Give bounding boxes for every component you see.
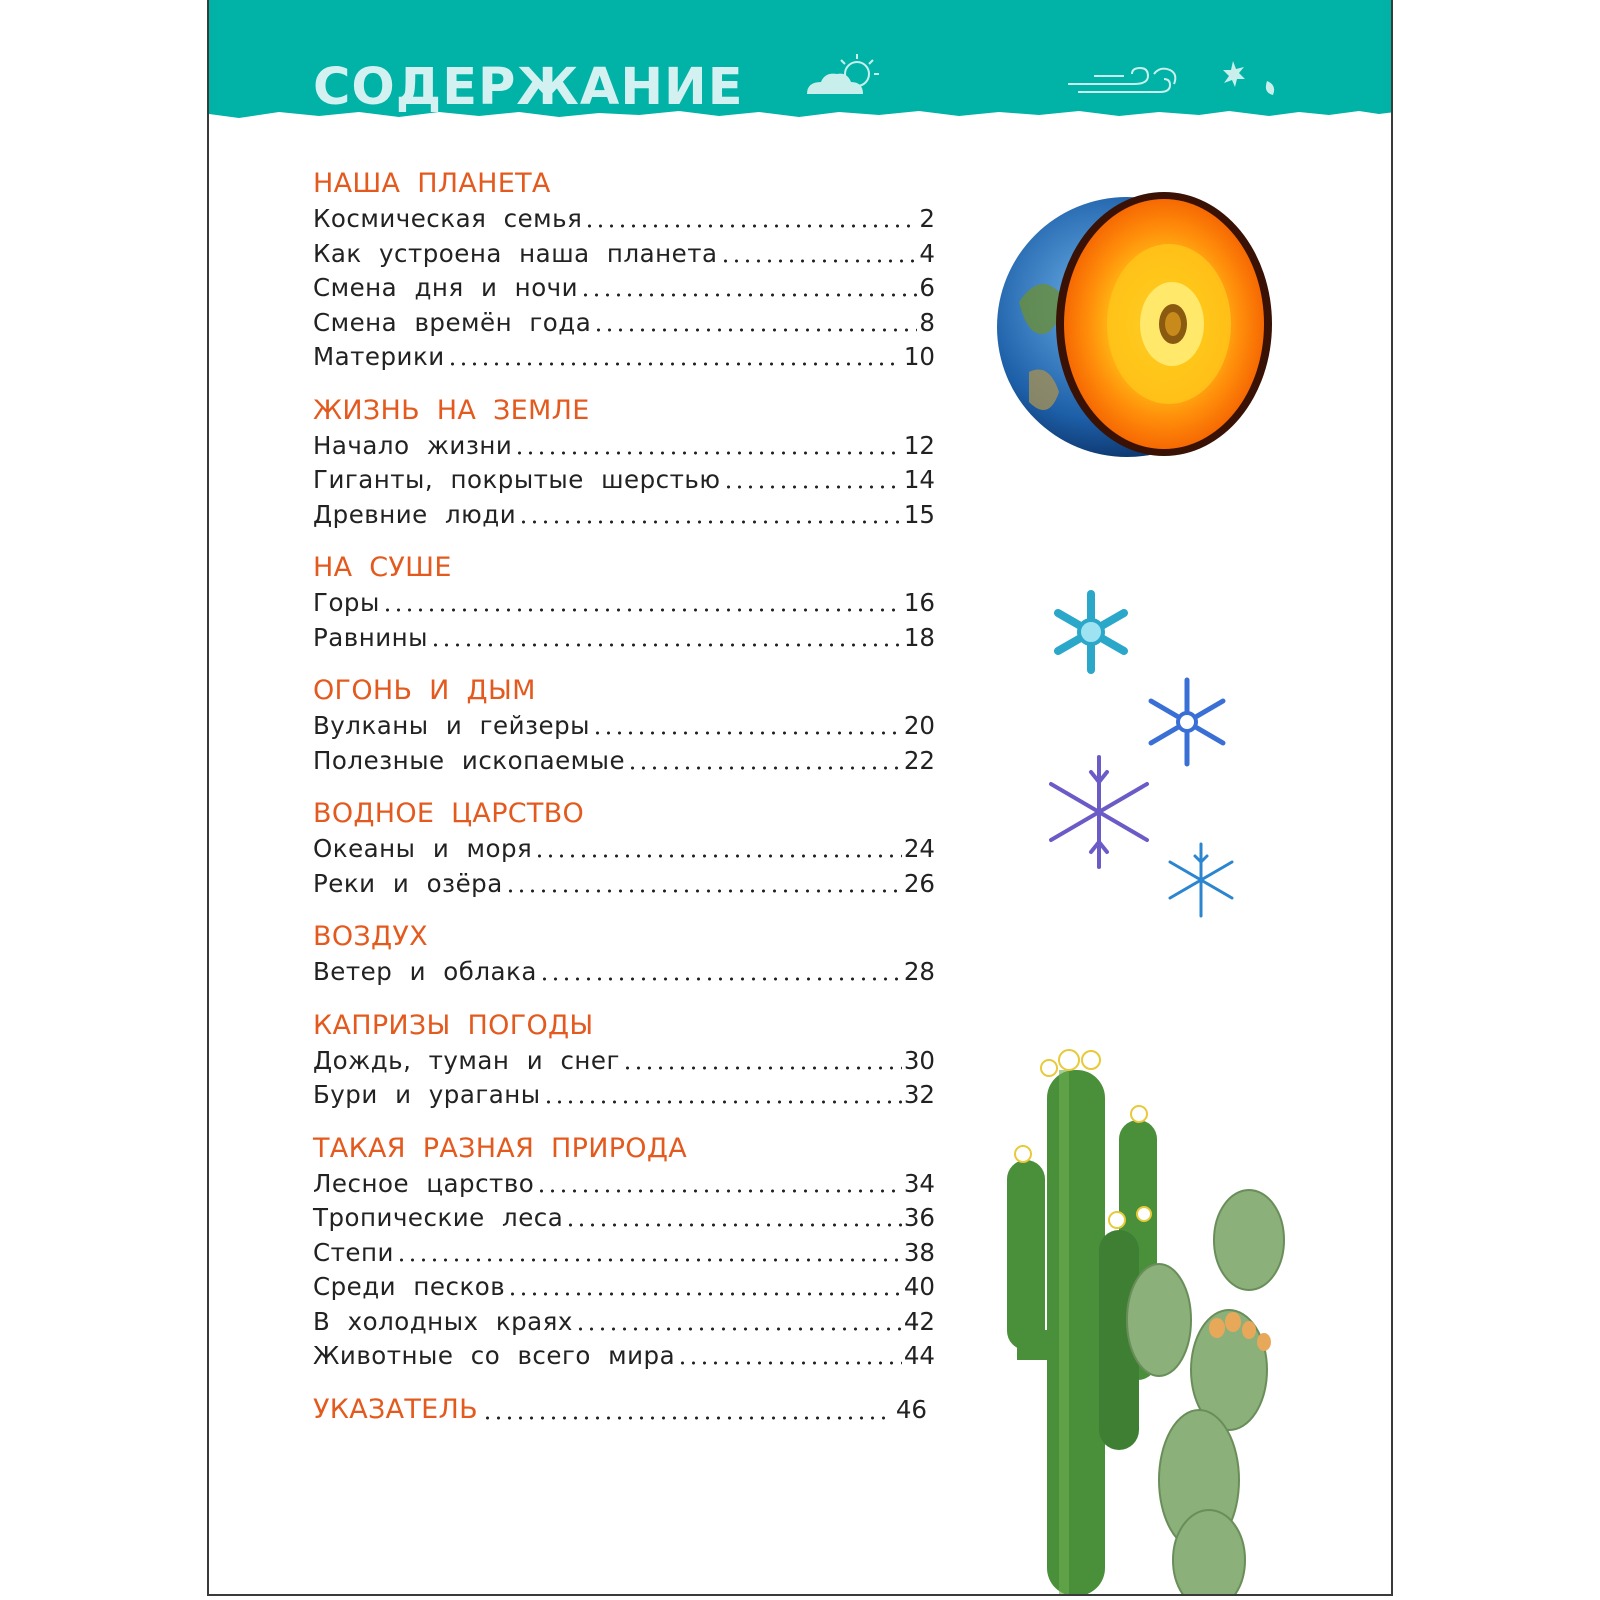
page-title: СОДЕРЖАНИЕ [313, 58, 744, 117]
toc-section [313, 1008, 935, 1113]
dot-leader [580, 293, 917, 297]
toc-entry[interactable] [313, 271, 935, 306]
toc-entry[interactable] [313, 621, 935, 656]
toc-section [313, 550, 935, 655]
toc-section [313, 166, 935, 375]
toc-entry-label: Океаны и моря [313, 834, 533, 863]
toc-entry-page: 18 [903, 622, 935, 652]
toc-section [313, 919, 935, 990]
toc-entry[interactable] [313, 586, 935, 621]
section-title: НАША ПЛАНЕТА [313, 168, 551, 199]
toc-entry-page: 2 [919, 204, 935, 233]
toc-entry[interactable] [313, 306, 935, 341]
toc-entry-page: 8 [919, 307, 935, 337]
book-page [207, 0, 1393, 1596]
toc-entry-page: 6 [919, 273, 935, 302]
toc-entry[interactable] [313, 832, 935, 867]
toc-section [313, 1131, 935, 1374]
toc-entry[interactable] [313, 429, 935, 464]
toc-entry-label: Животные со всего мира [313, 1341, 676, 1370]
toc-entry-page: 36 [903, 1203, 935, 1232]
dot-leader [565, 1223, 902, 1227]
toc-entry-page: 14 [903, 465, 935, 494]
toc-entry-label: Степи [313, 1237, 394, 1267]
dot-leader [396, 1258, 902, 1262]
toc-entry-label: Как устроена наша планета [313, 238, 718, 268]
toc-entry[interactable] [313, 1044, 935, 1079]
section-title: ВОЗДУХ [313, 921, 428, 952]
toc-entry[interactable] [313, 1236, 935, 1271]
dot-leader [534, 854, 902, 858]
toc-entry[interactable] [313, 1339, 935, 1374]
toc-entry-label: Бури и ураганы [313, 1080, 541, 1109]
toc-section [313, 393, 935, 533]
dot-leader [622, 1066, 902, 1070]
toc-entry-page: 44 [903, 1341, 935, 1370]
toc-entry-label: Ветер и облака [313, 957, 537, 986]
dot-leader [482, 1416, 892, 1420]
dot-leader [514, 451, 901, 455]
dot-leader [593, 328, 917, 332]
toc-entry[interactable] [313, 1167, 935, 1202]
toc-entry[interactable] [313, 1078, 935, 1113]
toc-entry-page: 26 [903, 868, 935, 898]
toc-entry-label: Полезные ископаемые [313, 745, 626, 775]
toc-entry-page: 24 [903, 834, 935, 863]
toc-entry-page: 16 [903, 588, 935, 617]
dot-leader [584, 224, 917, 228]
toc-entry-label: Реки и озёра [313, 868, 503, 898]
toc-entry[interactable] [313, 202, 935, 237]
toc-entry[interactable] [313, 463, 935, 498]
toc-entry-label: Тропические леса [313, 1203, 564, 1232]
dot-leader [575, 1327, 902, 1331]
dot-leader [382, 608, 902, 612]
section-title: КАПРИЗЫ ПОГОДЫ [313, 1009, 594, 1041]
dot-leader [627, 766, 902, 770]
toc-entry-label: Материки [313, 342, 445, 371]
section-title: ОГОНЬ И ДЫМ [313, 675, 536, 706]
toc-entry[interactable] [313, 1201, 935, 1236]
toc-section [313, 673, 935, 778]
toc-entry-label: Дождь, туман и снег [313, 1045, 620, 1075]
index-label: УКАЗАТЕЛЬ [313, 1393, 478, 1425]
toc-entry-label: Смена времён года [313, 307, 592, 337]
toc-entry-page: 15 [903, 499, 935, 529]
toc-entry-page: 4 [919, 238, 935, 268]
toc-entry-page: 30 [903, 1045, 935, 1075]
toc-entry-page: 40 [903, 1272, 935, 1301]
section-title: ЖИЗНЬ НА ЗЕМЛЕ [313, 394, 590, 426]
toc-entry[interactable] [313, 955, 935, 990]
toc-entry-label: Среди песков [313, 1272, 506, 1301]
wind-icon [1064, 62, 1194, 102]
leaves-icon [1219, 55, 1289, 105]
dot-leader [539, 977, 902, 981]
dot-leader [507, 1292, 902, 1296]
toc-entry-page: 28 [903, 957, 935, 986]
toc-entry-label: Горы [313, 588, 380, 617]
dot-leader [447, 362, 902, 366]
dot-leader [505, 889, 902, 893]
dot-leader [518, 520, 902, 524]
section-title: ТАКАЯ РАЗНАЯ ПРИРОДА [313, 1132, 688, 1164]
earth-cross-section-icon [989, 182, 1279, 472]
toc-entry-page: 20 [903, 711, 935, 740]
dot-leader [720, 259, 918, 263]
toc-entry-label: Начало жизни [313, 430, 513, 460]
toc-entry[interactable] [313, 867, 935, 902]
cactus-icon [999, 1030, 1299, 1596]
toc-entry-page: 34 [903, 1168, 935, 1198]
toc-entry[interactable] [313, 1270, 935, 1305]
dot-leader [543, 1100, 902, 1104]
section-title: НА СУШЕ [313, 552, 452, 583]
toc-entry-label: Космическая семья [313, 204, 583, 233]
toc-entry-page: 32 [903, 1080, 935, 1109]
toc-entry-page: 42 [903, 1306, 935, 1336]
toc-entry-label: Лесное царство [313, 1168, 535, 1198]
cloud-sun-icon [799, 52, 889, 104]
dot-leader [592, 731, 902, 735]
dot-leader [677, 1361, 902, 1365]
toc-entry-label: Древние люди [313, 499, 517, 529]
toc-entry[interactable] [313, 709, 935, 744]
dot-leader [536, 1189, 902, 1193]
toc-entry-label: В холодных краях [313, 1306, 573, 1336]
toc-entry[interactable] [313, 340, 935, 375]
toc-entry-label: Смена дня и ночи [313, 273, 579, 302]
snowflake-icon [1049, 590, 1349, 930]
toc-entry-page: 38 [903, 1237, 935, 1267]
toc-entry-label: Вулканы и гейзеры [313, 711, 591, 740]
toc-entry-page: 12 [903, 430, 935, 460]
toc-entry-label: Гиганты, покрытые шерстью [313, 465, 721, 494]
section-title: ВОДНОЕ ЦАРСТВО [313, 798, 585, 829]
toc-entry[interactable] [313, 1305, 935, 1340]
header-banner [209, 0, 1391, 130]
toc-entry[interactable] [313, 744, 935, 779]
toc-section [313, 796, 935, 901]
toc-index-entry[interactable] [313, 1392, 935, 1428]
dot-leader [430, 643, 902, 647]
toc-entry-page: 22 [903, 745, 935, 775]
dot-leader [723, 485, 902, 489]
toc-entry-label: Равнины [313, 622, 429, 652]
toc-entry[interactable] [313, 498, 935, 533]
table-of-contents [313, 166, 935, 1428]
toc-entry[interactable] [313, 237, 935, 272]
index-page: 46 [895, 1394, 927, 1424]
toc-entry-page: 10 [903, 342, 935, 371]
